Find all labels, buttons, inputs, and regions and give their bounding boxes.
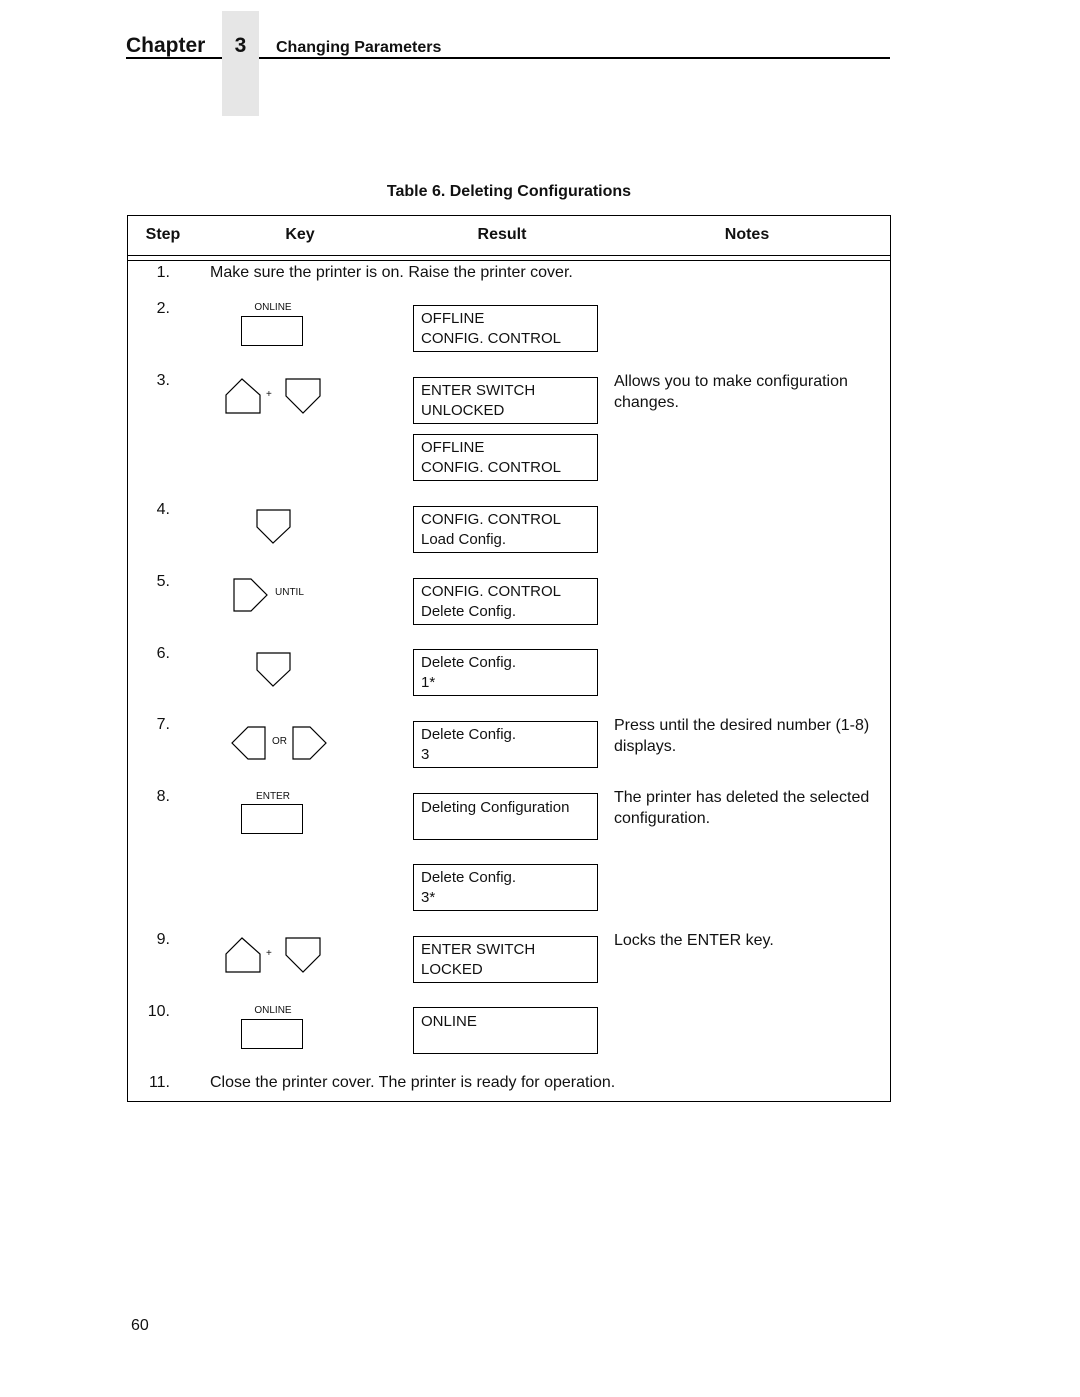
step-number: 8. — [156, 788, 170, 805]
lcd-display — [413, 793, 598, 840]
key-label: + — [266, 389, 272, 400]
lcd-line: Load Config. — [421, 531, 507, 548]
step-note: Allows you to make configuration changes. — [614, 373, 848, 411]
online-key-icon — [241, 316, 303, 346]
step-number: 5. — [156, 573, 170, 590]
lcd-display — [413, 434, 598, 481]
key-label: UNTIL — [275, 587, 304, 598]
lcd-display — [413, 578, 598, 625]
page-number: 60 — [131, 1317, 149, 1334]
lcd-display — [413, 1007, 598, 1054]
header-separator-top — [127, 255, 891, 256]
lcd-line: LOCKED — [421, 961, 483, 978]
step-instruction: Make sure the printer is on. Raise the printer cover. — [210, 264, 573, 281]
next-key-icon — [233, 578, 269, 614]
up-plus-down-key-icon — [225, 937, 325, 975]
column-header-key: Key — [285, 226, 315, 243]
lcd-line: Delete Config. — [421, 603, 517, 620]
chapter-label: Chapter — [126, 34, 206, 57]
chapter-tab — [222, 11, 259, 116]
lcd-display — [413, 721, 598, 768]
lcd-display — [413, 864, 598, 911]
lcd-line: Delete Config. — [421, 726, 517, 743]
chapter-number: 3 — [234, 34, 247, 57]
lcd-line: CONFIG. CONTROL — [421, 583, 562, 600]
lcd-line: ENTER SWITCH — [421, 382, 536, 399]
down-key-icon — [256, 652, 292, 688]
step-number: 10. — [147, 1003, 170, 1020]
step-note: Locks the ENTER key. — [614, 932, 774, 949]
enter-key-icon — [241, 804, 303, 834]
lcd-line: UNLOCKED — [421, 402, 505, 419]
step-number: 3. — [156, 372, 170, 389]
step-number: 2. — [156, 300, 170, 317]
up-plus-down-key-icon — [225, 378, 325, 416]
section-title: Changing Parameters — [276, 39, 442, 56]
key-label: OR — [272, 736, 287, 747]
lcd-line: Delete Config. — [421, 654, 517, 671]
lcd-line: CONFIG. CONTROL — [421, 330, 562, 347]
header-rule-right — [259, 57, 890, 59]
lcd-line: OFFLINE — [421, 439, 485, 456]
step-note: The printer has deleted the selected configuration. — [614, 789, 870, 827]
column-header-result: Result — [477, 226, 527, 243]
lcd-display — [413, 305, 598, 352]
lcd-line: ENTER SWITCH — [421, 941, 536, 958]
lcd-line: 3 — [421, 746, 430, 763]
step-instruction: Close the printer cover. The printer is ready for operation. — [210, 1074, 616, 1091]
lcd-line: CONFIG. CONTROL — [421, 511, 562, 528]
lcd-display — [413, 506, 598, 553]
lcd-line: Deleting Configuration — [421, 799, 570, 816]
lcd-display — [413, 649, 598, 696]
step-number: 9. — [156, 931, 170, 948]
step-number: 4. — [156, 501, 170, 518]
column-header-step: Step — [145, 226, 181, 243]
key-label: ONLINE — [254, 1005, 292, 1016]
lcd-display — [413, 377, 598, 424]
lcd-line: OFFLINE — [421, 310, 485, 327]
step-number: 11. — [148, 1074, 170, 1091]
lcd-line: 3* — [421, 889, 436, 906]
lcd-line: 1* — [421, 674, 436, 691]
lcd-line: CONFIG. CONTROL — [421, 459, 562, 476]
lcd-display — [413, 936, 598, 983]
key-label: ENTER — [256, 791, 290, 802]
column-header-notes: Notes — [724, 226, 770, 243]
header-separator-bottom — [127, 260, 891, 261]
lcd-line: ONLINE — [421, 1013, 477, 1030]
header-rule-left — [126, 57, 222, 59]
online-key-icon — [241, 1019, 303, 1049]
table-caption: Table 6. Deleting Configurations — [386, 183, 632, 200]
key-label: ONLINE — [254, 302, 292, 313]
step-number: 6. — [156, 645, 170, 662]
key-label: + — [266, 948, 272, 959]
down-key-icon — [256, 509, 292, 545]
step-note: Press until the desired number (1-8) displays. — [614, 717, 870, 755]
step-number: 1. — [156, 264, 170, 281]
lcd-line: Delete Config. — [421, 869, 517, 886]
step-number: 7. — [156, 716, 170, 733]
